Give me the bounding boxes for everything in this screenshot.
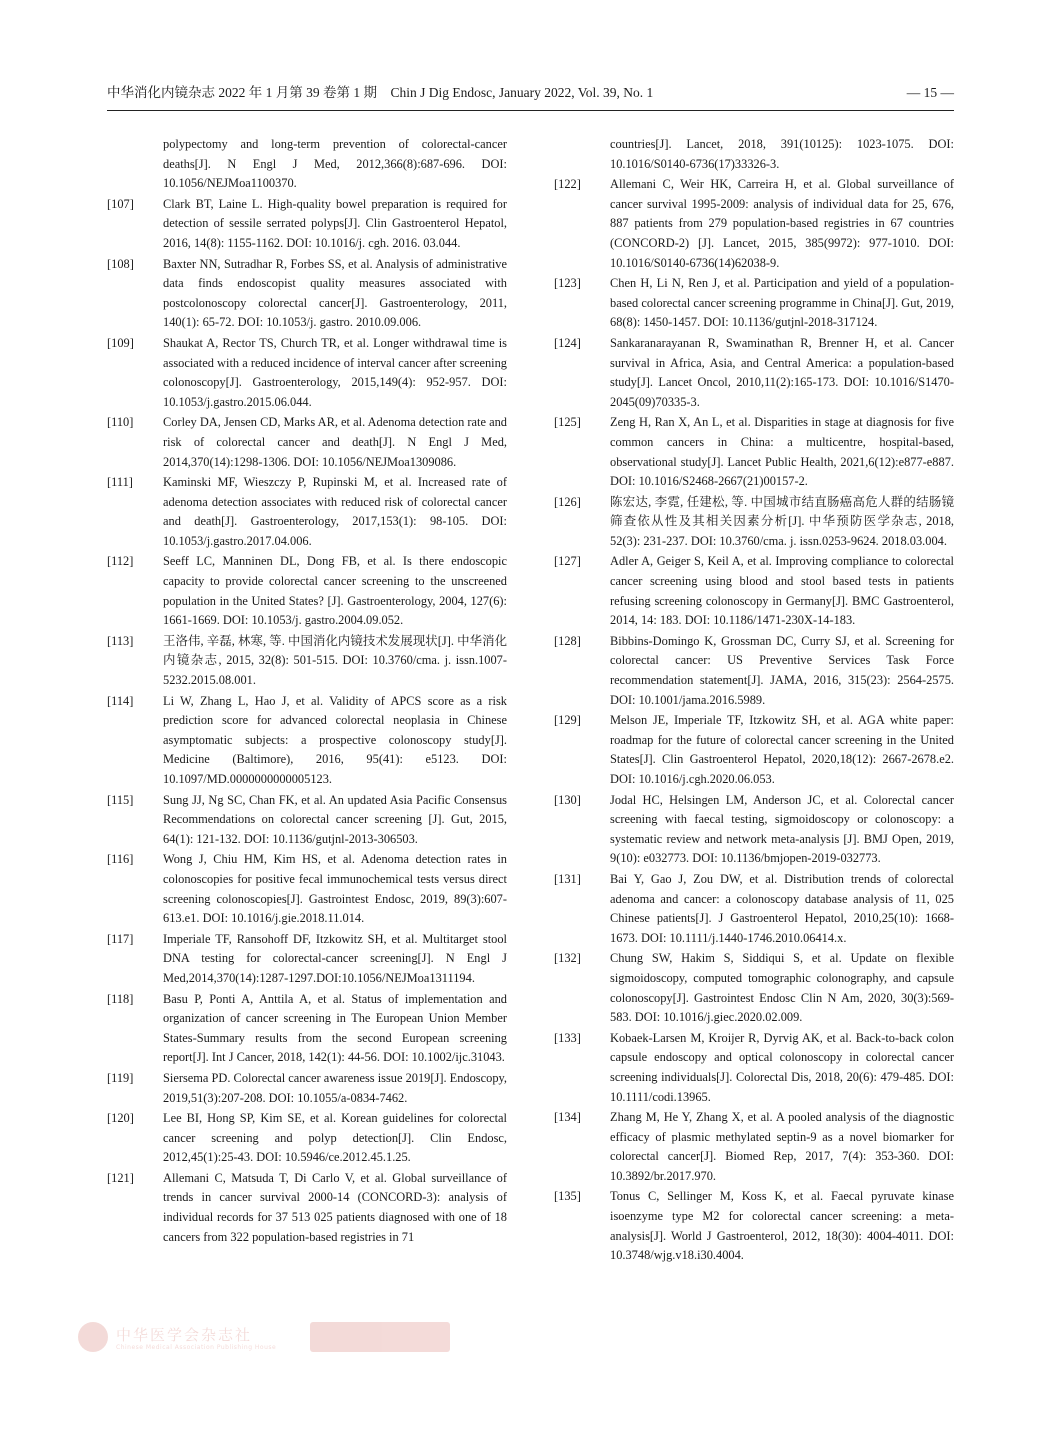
page-number: — 15 — [906, 85, 954, 100]
reference-entry [554, 791, 954, 869]
reference-text: Siersema PD. Colorectal cancer awareness issue 2019[J]. Endoscopy, 2019,51(3):207-208. DOI: 10.1055/a-0834-7462. [163, 1070, 507, 1105]
reference-entry [554, 493, 954, 552]
header-rule [107, 110, 954, 111]
reference-text: countries[J]. Lancet, 2018, 391(10125): 1023-1075. DOI: 10.1016/S0140-6736(17)33326-3. [610, 137, 954, 171]
reference-entry [554, 135, 954, 174]
reference-number: [131] [554, 871, 581, 886]
references-left-column [107, 135, 507, 1248]
reference-number: [109] [107, 335, 134, 350]
reference-number: [108] [107, 256, 134, 271]
publisher-seal-icon [78, 1322, 108, 1352]
reference-text: Chung SW, Hakim S, Siddiqui S, et al. Update on flexible sigmoidoscopy, computed tomographic colonography, and capsule colonoscopy[J]. Gastrointest Endosc Clin N Am, 2020, 30(3):569-583. DOI: 10.1016/j.giec.2020.02.009. [610, 951, 954, 1025]
reference-entry [107, 850, 507, 928]
reference-number: [120] [107, 1111, 134, 1126]
publisher-logo-icon [310, 1322, 450, 1352]
reference-number: [128] [554, 633, 581, 648]
reference-number: [122] [554, 177, 581, 192]
reference-text: Baxter NN, Sutradhar R, Forbes SS, et al. Analysis of administrative data finds endoscopist quality measures associated with postcolonoscopy colorectal cancer[J]. Gastroenterology, 2011, 140(1): 65-72. DOI: 10.1053/j. gastro. 2010.09.006. [163, 256, 507, 330]
reference-entry [554, 1029, 954, 1107]
reference-number: [112] [107, 554, 134, 569]
reference-entry [107, 692, 507, 790]
reference-text: Wong J, Chiu HM, Kim HS, et al. Adenoma detection rates in colonoscopies for positive fecal immunochemical tests versus direct screening colonoscopies[J]. Gastrointest Endosc, 2019, 89(3):607-613.e1. DOI: 10.1016/j.gie.2018.11.014. [163, 852, 507, 926]
reference-number: [135] [554, 1189, 581, 1204]
reference-text: Sankaranarayanan R, Swaminathan R, Brenner H, et al. Cancer survival in Africa, Asia, and Central America: a population-based study[J]. Lancet Oncol, 2010,11(2):165-173. DOI: 10.1016/S1470-2045(09)70335-3. [610, 335, 954, 409]
reference-text: Tonus C, Sellinger M, Koss K, et al. Faecal pyruvate kinase isoenzyme type M2 for colorectal cancer screening: a meta-analysis[J]. World J Gastroenterol, 2012, 18(30): 4004-4011. DOI: 10.3748/wjg.v18.i30.4004. [610, 1189, 954, 1263]
reference-text: Sung JJ, Ng SC, Chan FK, et al. An updated Asia Pacific Consensus Recommendations on colorectal cancer screening [J]. Gut, 2015, 64(1): 121-132. DOI: 10.1136/gutjnl-2013-306503. [163, 792, 507, 846]
reference-number: [117] [107, 931, 134, 946]
reference-entry [554, 1187, 954, 1265]
reference-text: Zhang M, He Y, Zhang X, et al. A pooled analysis of the diagnostic efficacy of plasmic methylated septin-9 as a novel biomarker for colorectal cancer[J]. Biomed Rep, 2017, 7(4): 353-360. DOI: 10.3892/br.2017.970. [610, 1110, 954, 1183]
reference-text: Melson JE, Imperiale TF, Itzkowitz SH, et al. AGA white paper: roadmap for the future of colorectal cancer screening in the United States[J]. Clin Gastroenterol Hepatol, 2020,18(12): 2667-2678.e2. DOI: 10.1016/j.cgh.2020.06.053. [610, 713, 954, 786]
reference-number: [123] [554, 276, 581, 291]
reference-entry [107, 473, 507, 551]
reference-text: 王洛伟, 辛磊, 林寒, 等. 中国消化内镜技术发展现状[J]. 中华消化内镜杂志, 2015, 32(8): 501-515. DOI: 10.3760/cma. j. issn.1007-5232.2015.08.001. [163, 633, 507, 688]
reference-number: [118] [107, 991, 134, 1006]
reference-entry [107, 1069, 507, 1108]
reference-text: Imperiale TF, Ransohoff DF, Itzkowitz SH, et al. Multitarget stool DNA testing for colorectal-cancer screening[J]. N Engl J Med,2014,370(14):1287-1297.DOI:10.1056/NEJMoa1311194. [163, 931, 507, 985]
reference-number: [125] [554, 415, 581, 430]
reference-entry [554, 175, 954, 273]
reference-entry [554, 274, 954, 333]
reference-text: Adler A, Geiger S, Keil A, et al. Improving compliance to colorectal cancer screening using blood and stool based tests in patients refusing screening colonoscopy in Germany[J]. BMC Gastroenterol, 2014, 14: 183. DOI: 10.1186/1471-230X-14-183. [610, 554, 954, 628]
reference-number: [116] [107, 852, 134, 867]
reference-text: Corley DA, Jensen CD, Marks AR, et al. Adenoma detection rate and risk of colorectal cancer and death[J]. N Engl J Med, 2014,370(14):1298-1306. DOI: 10.1056/NEJMoa1309086. [163, 415, 507, 469]
reference-entry [554, 334, 954, 412]
reference-text: Allemani C, Matsuda T, Di Carlo V, et al. Global surveillance of trends in cancer survival 2000-14 (CONCORD-3): analysis of individual records for 37 513 025 patients diagnosed with one of 18 cancers from 322 population-based registries in 71 [163, 1170, 507, 1244]
reference-entry [554, 711, 954, 789]
reference-text: Kaminski MF, Wieszczy P, Rupinski M, et al. Increased rate of adenoma detection associates with reduced risk of colorectal cancer and death[J]. Gastroenterology, 2017,153(1): 98-105. DOI: 10.1053/j.gastro.2017.04.006. [163, 475, 507, 548]
reference-number: [110] [107, 415, 134, 430]
reference-text: Allemani C, Weir HK, Carreira H, et al. Global surveillance of cancer survival 1995-2009: analysis of individual data for 25, 676, 887 patients from 279 population-based registries in 67 countries (CONCORD-2) [J]. Lancet, 2015, 385(9972): 977-1010. DOI: 10.1016/S0140-6736(14)62038-9. [610, 177, 954, 270]
reference-number: [115] [107, 792, 134, 807]
reference-number: [113] [107, 633, 134, 648]
reference-number: [129] [554, 713, 581, 728]
reference-entry [554, 552, 954, 630]
reference-number: [107] [107, 196, 134, 211]
reference-entry [554, 413, 954, 491]
reference-text: Shaukat A, Rector TS, Church TR, et al. Longer withdrawal time is associated with a reduced incidence of interval cancer after screening colonoscopy[J]. Gastroenterology, 2015,149(4): 952-957. DOI: 10.1053/j.gastro.2015.06.044. [163, 335, 507, 409]
reference-entry [107, 413, 507, 472]
publisher-name: 中华医学会杂志社 [116, 1326, 253, 1344]
journal-citation-header: 中华消化内镜杂志 2022 年 1 月第 39 卷第 1 期 Chin J Dig Endosc, January 2022, Vol. 39, No. 1 [107, 85, 654, 100]
reference-number: [124] [554, 335, 581, 350]
reference-entry [107, 632, 507, 691]
reference-text: Kobaek-Larsen M, Kroijer R, Dyrvig AK, et al. Back-to-back colon capsule endoscopy and optical colonoscopy in colorectal cancer screening individuals[J]. Colorectal Dis, 2018, 20(6): 479-485. DOI: 10.1111/codi.13965. [610, 1030, 954, 1104]
reference-text: 陈宏达, 李霓, 任建松, 等. 中国城市结直肠癌高危人群的结肠镜筛查依从性及其相关因素分析[J]. 中华预防医学杂志, 2018, 52(3): 231-237. DOI: 10.3760/cma. j. issn.0253-9624. 2018.03.004. [610, 494, 954, 548]
reference-text: Jodal HC, Helsingen LM, Anderson JC, et al. Colorectal cancer screening with faecal testing, sigmoidoscopy or colonoscopy: a systematic review and network meta-analysis [J]. BMJ Open, 2019, 9(10): e032773. DOI: 10.1136/bmjopen-2019-032773. [610, 792, 954, 866]
reference-text: Zeng H, Ran X, An L, et al. Disparities in stage at diagnosis for five common cancers in China: a multicentre, hospital-based, observational study[J]. Lancet Public Health, 2021,6(12):e877-e887. DOI: 10.1016/S2468-2667(21)00157-2. [610, 415, 954, 489]
reference-entry [554, 632, 954, 710]
references-right-column [554, 135, 954, 1267]
reference-entry [554, 949, 954, 1027]
publisher-watermark [78, 1318, 498, 1358]
reference-number: [127] [554, 554, 581, 569]
reference-entry [107, 791, 507, 850]
reference-text: Chen H, Li N, Ren J, et al. Participation and yield of a population-based colorectal cancer screening programme in China[J]. Gut, 2019, 68(8): 1450-1457. DOI: 10.1136/gutjnl-2018-317124. [610, 276, 954, 330]
reference-text: Basu P, Ponti A, Anttila A, et al. Status of implementation and organization of cancer screening in The European Union Member States-Summary results from the second European screening report[J]. Int J Cancer, 2018, 142(1): 44-56. DOI: 10.1002/ijc.31043. [163, 991, 507, 1065]
reference-text: Lee BI, Hong SP, Kim SE, et al. Korean guidelines for colorectal cancer screening and polyp detection[J]. Clin Endosc, 2012,45(1):25-43. DOI: 10.5946/ce.2012.45.1.25. [163, 1111, 507, 1165]
reference-entry [107, 990, 507, 1068]
reference-number: [121] [107, 1170, 134, 1185]
reference-number: [126] [554, 494, 581, 509]
reference-text: Li W, Zhang L, Hao J, et al. Validity of APCS score as a risk prediction score for advanced colorectal neoplasia in Chinese asymptomatic subjects: a prospective colonoscopy study[J]. Medicine (Baltimore), 2016, 95(41): e5123. DOI: 10.1097/MD.0000000000005123. [163, 693, 507, 786]
reference-text: Bibbins-Domingo K, Grossman DC, Curry SJ, et al. Screening for colorectal cancer: US Preventive Services Task Force recommendation statement[J]. JAMA, 2016, 315(23): 2564-2575. DOI: 10.1001/jama.2016.5989. [610, 633, 954, 707]
reference-entry [107, 195, 507, 254]
reference-entry [554, 1108, 954, 1186]
reference-number: [114] [107, 693, 134, 708]
reference-number: [111] [107, 475, 133, 490]
reference-entry [107, 1169, 507, 1247]
reference-number: [132] [554, 951, 581, 966]
reference-text: Clark BT, Laine L. High-quality bowel preparation is required for detection of sessile serrated polyps[J]. Clin Gastroenterol Hepatol, 2016, 14(8): 1155-1162. DOI: 10.1016/j. cgh. 2016. 03.044. [163, 196, 507, 250]
reference-entry [554, 870, 954, 948]
reference-entry [107, 135, 507, 194]
reference-entry [107, 552, 507, 630]
reference-number: [130] [554, 792, 581, 807]
reference-text: Seeff LC, Manninen DL, Dong FB, et al. Is there endoscopic capacity to provide colorectal cancer screening to the unscreened population in the United States? [J]. Gastroenterology, 2004, 127(6): 1661-1669. DOI: 10.1053/j. gastro.2004.09.052. [163, 554, 507, 628]
reference-entry [107, 255, 507, 333]
publisher-name-en: Chinese Medical Association Publishing House [116, 1344, 277, 1351]
reference-entry [107, 334, 507, 412]
reference-number: [119] [107, 1070, 134, 1085]
reference-number: [134] [554, 1110, 581, 1125]
reference-entry [107, 930, 507, 989]
reference-entry [107, 1109, 507, 1168]
reference-number: [133] [554, 1030, 581, 1045]
reference-text: Bai Y, Gao J, Zou DW, et al. Distribution trends of colorectal adenoma and cancer: a colonoscopy database analysis of 11, 025 Chinese patients[J]. J Gastroenterol Hepatol, 2010,25(10): 1668-1673. DOI: 10.1111/j.1440-1746.2010.06414.x. [610, 871, 954, 945]
reference-text: polypectomy and long-term prevention of colorectal-cancer deaths[J]. N Engl J Med, 2012,366(8):687-696. DOI: 10.1056/NEJMoa1100370. [163, 137, 507, 191]
